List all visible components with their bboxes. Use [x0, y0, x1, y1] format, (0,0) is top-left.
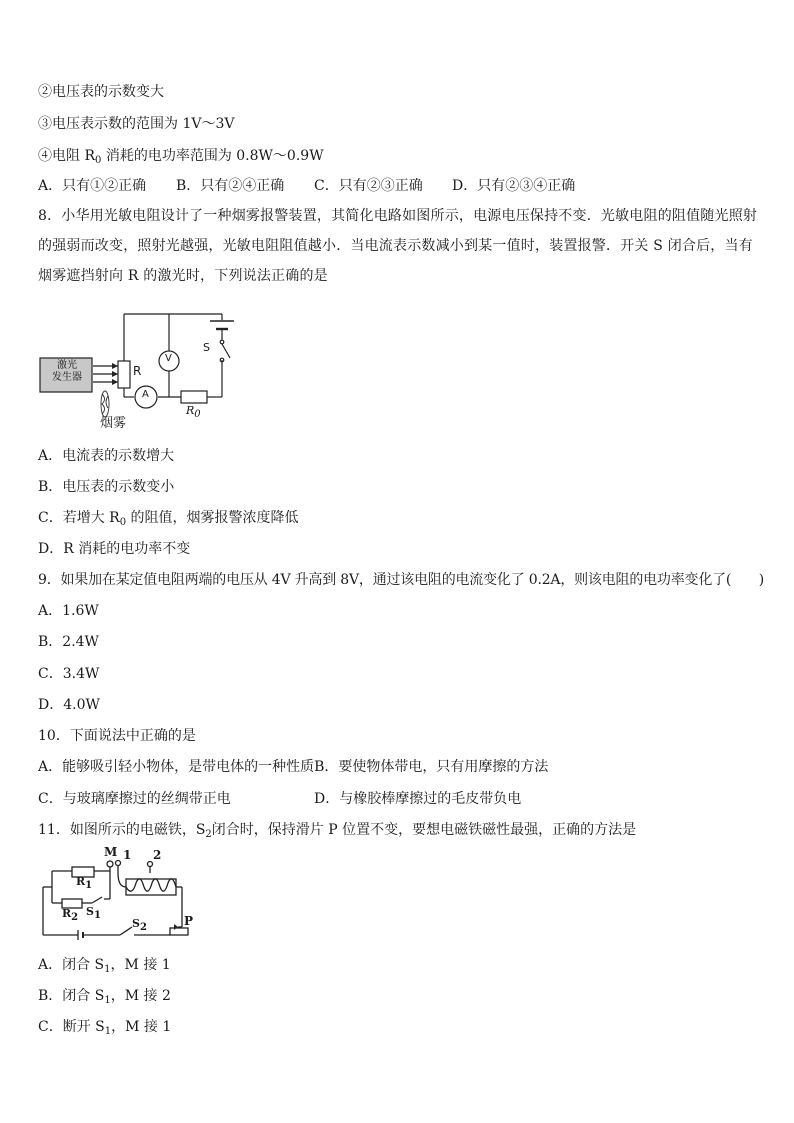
q9-option-c[interactable]: C．3.4W [38, 666, 100, 682]
q11-electromagnet-figure [38, 845, 198, 943]
q10-option-d[interactable]: D．与橡胶棒摩擦过的毛皮带负电 [314, 791, 522, 807]
q8-stem: 8．小华用光敏电阻设计了一种烟雾报警装置，其简化电路如图所示，电源电压保持不变．光敏电阻的阻值随光照射的强弱而改变，照射光越强，光敏电阻阻值越小．当电流表示数减小到某一值时，装置报警．开关 S 闭合后，当有烟雾遮挡射向 R 的激光时，下列说法正确的是 [38, 208, 758, 284]
q10-options-row2 [38, 789, 521, 809]
q11-option-b[interactable]: B．闭合 $S_1$，M 接 2 [38, 988, 171, 1006]
r-label: R [133, 364, 142, 378]
q8-option-d[interactable]: D．R 消耗的电功率不变 [38, 541, 191, 557]
q9-option-d[interactable]: D．4.0W [38, 697, 100, 713]
q10-option-b[interactable]: B．要使物体带电，只有用摩擦的方法 [314, 759, 549, 775]
q9-stem: 9．如果加在某定值电阻两端的电压从 4V 升高到 8V，通过该电阻的电流变化了 0.2A，则该电阻的电功率变化了( ) [38, 572, 765, 588]
q7-item-4: ④电阻 $R_0$ 消耗的电功率范围为 0.8W～0.9W [38, 148, 324, 166]
q10-stem: 10．下面说法中正确的是 [38, 728, 196, 744]
q7-item-2: ②电压表的示数变大 [38, 84, 164, 100]
slider-p-label: P [184, 914, 194, 928]
q10-options-row1 [38, 757, 548, 777]
terminal-2-label: 2 [153, 848, 162, 862]
r1-label: $R_1$ [76, 875, 93, 891]
m-terminal-label: M [104, 845, 118, 859]
q7-item-3: ③电压表示数的范围为 1V～3V [38, 116, 235, 132]
q8-circuit-figure [38, 308, 238, 430]
electromagnet-circuit [38, 853, 198, 943]
q10-option-c[interactable]: C．与玻璃摩擦过的丝绸带正电 [38, 791, 231, 807]
smoke-label: 烟雾 [100, 416, 127, 431]
r0-label: $R_0$ [186, 404, 201, 420]
voltmeter-label: V [165, 353, 172, 364]
ammeter-label: A [142, 389, 149, 400]
s2-label: $S_2$ [132, 917, 147, 933]
q9-option-b[interactable]: B．2.4W [38, 634, 99, 650]
switch-label: S [203, 341, 210, 354]
q11-option-a[interactable]: A．闭合 $S_1$，M 接 1 [38, 957, 171, 975]
q7-options [38, 176, 575, 196]
q7-option-d[interactable]: D．只有②③④正确 [452, 178, 576, 194]
q7-option-a[interactable]: A．只有①②正确 [38, 178, 147, 194]
q7-option-b[interactable]: B．只有②④正确 [176, 178, 285, 194]
q7-option-c[interactable]: C．只有②③正确 [314, 178, 423, 194]
s1-label: $S_1$ [86, 905, 101, 921]
terminal-1-label: 1 [123, 848, 132, 862]
q10-option-a[interactable]: A．能够吸引轻小物体，是带电体的一种性质 [38, 759, 315, 775]
q11-option-c[interactable]: C．断开 $S_1$，M 接 1 [38, 1019, 172, 1037]
q8-option-b[interactable]: B．电压表的示数变小 [38, 479, 175, 495]
q9-option-a[interactable]: A．1.6W [38, 603, 99, 619]
laser-generator-label: 激光 发生器 [52, 360, 82, 383]
r2-label: $R_2$ [62, 907, 79, 923]
q11-stem: 11．如图所示的电磁铁，$S_2$闭合时，保持滑片 P 位置不变，要想电磁铁磁性最强，正确的方法是 [38, 822, 637, 840]
q8-option-a[interactable]: A．电流表的示数增大 [38, 448, 175, 464]
q8-option-c[interactable]: C．若增大 $R_0$ 的阻值，烟雾报警浓度降低 [38, 510, 299, 528]
